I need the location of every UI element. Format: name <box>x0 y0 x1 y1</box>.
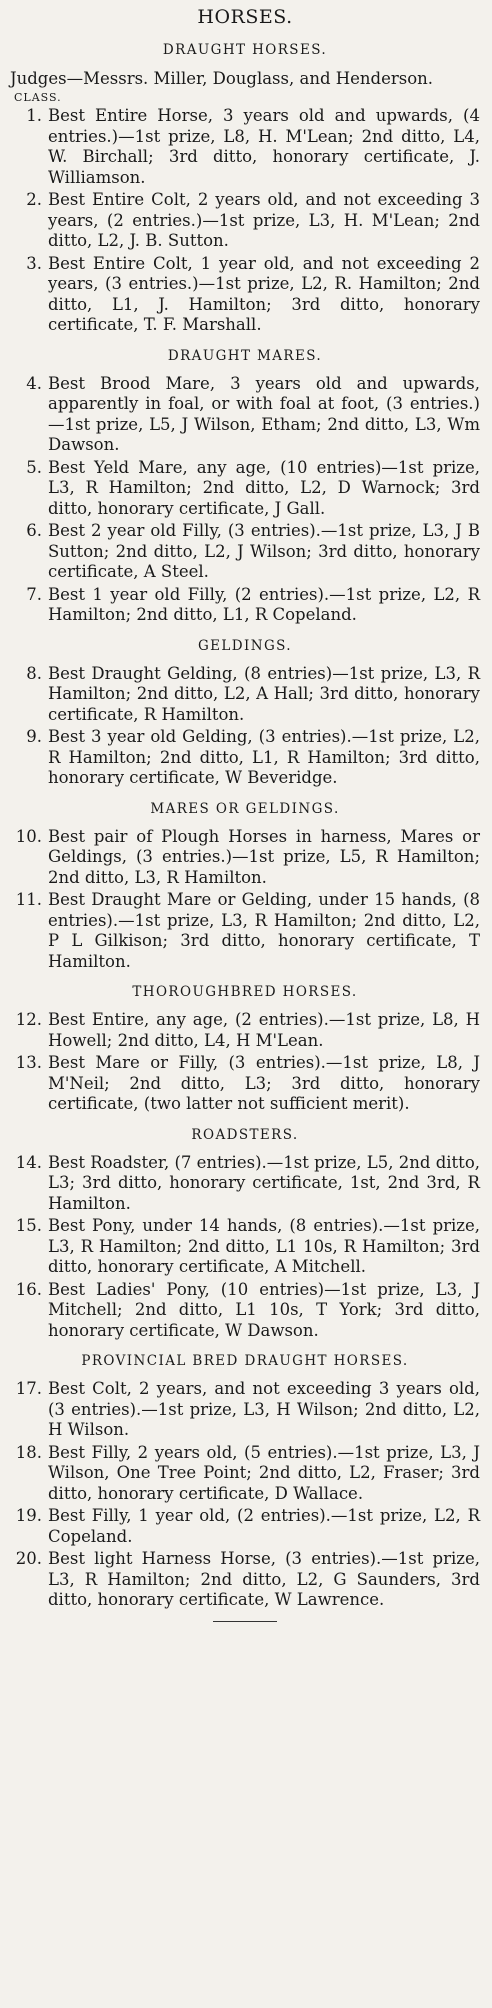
entry-20 <box>10 1549 480 1611</box>
entry-number: 3. <box>26 253 42 273</box>
entry-text: Best Roadster, (7 entries).—1st prize, L5, 2nd ditto, L3; 3rd ditto, honorary certificate, 1st, 2nd 3rd, R Hamilton. <box>48 1152 480 1213</box>
entry-number: 10. <box>15 826 42 846</box>
section-heading-roadsters: ROADSTERS. <box>191 1126 299 1143</box>
entry-number: 8. <box>26 663 42 683</box>
entry-number: 14. <box>15 1152 42 1172</box>
section-heading-geldings: GELDINGS. <box>197 637 292 654</box>
entry-10 <box>10 827 480 889</box>
entry-17 <box>10 1379 480 1441</box>
entry-text: Best Yeld Mare, any age, (10 entries)—1st prize, L3, R Hamilton; 2nd ditto, L2, D Warnock; 3rd ditto, honorary certificate, J Gall. <box>48 457 480 518</box>
entry-7 <box>10 585 480 626</box>
entry-18 <box>10 1443 480 1505</box>
section-heading-draught-mares: DRAUGHT MARES. <box>167 347 323 364</box>
entry-number: 2. <box>26 190 42 209</box>
entry-text: Best pair of Plough Horses in harness, Mares or Geldings, (3 entries.)—1st prize, L5, R Hamilton; 2nd ditto, L3, R Hamilton. <box>48 826 480 887</box>
entry-text: Best 2 year old Filly, (3 entries).—1st prize, L3, J B Sutton; 2nd ditto, L2, J Wilson; 3rd ditto, honorary certificate, A Steel. <box>48 521 480 581</box>
entry-1 <box>10 106 480 188</box>
entry-number: 11. <box>15 890 42 909</box>
entry-number: 12. <box>15 1010 42 1029</box>
entry-8 <box>10 664 480 726</box>
entry-text: Best Draught Mare or Gelding, under 15 hands, (8 entries).—1st prize, L3, R Hamilton; 2nd ditto, L2, P L Gilkison; 3rd ditto, honorary certificate, T Hamilton. <box>48 890 480 971</box>
entry-number: 17. <box>15 1379 42 1398</box>
entry-15 <box>10 1216 480 1278</box>
entry-number: 5. <box>26 457 42 477</box>
entry-16 <box>10 1280 480 1342</box>
entry-text: Best 1 year old Filly, (2 entries).—1st prize, L2, R Hamilton; 2nd ditto, L1, R Copeland. <box>48 584 480 624</box>
section-heading-thoroughbred-horses: THOROUGHBRED HORSES. <box>132 984 358 1000</box>
entry-11 <box>10 890 480 972</box>
entry-text: Best Brood Mare, 3 years old and upwards, apparently in foal, or with foal at foot, (3 entries.)—1st prize, L5, J Wilson, Etham; 2nd ditto, L3, Wm Dawson. <box>48 373 480 454</box>
entry-text: Best Entire Horse, 3 years old and upwards, (4 entries.)—1st prize, L8, H. M'Lean; 2nd ditto, L4, W. Birchall; 3rd ditto, honorary certificate, J. Williamson. <box>48 106 480 187</box>
entry-number: 9. <box>26 727 42 746</box>
judges-line: Judges—Messrs. Miller, Douglass, and Henderson. <box>10 69 434 88</box>
entry-2 <box>10 190 480 252</box>
entry-number: 7. <box>26 584 42 604</box>
entry-3 <box>10 254 480 336</box>
entry-6 <box>10 521 480 583</box>
section-heading-mares-or-geldings: MARES OR GELDINGS. <box>150 800 340 817</box>
entry-text: Best light Harness Horse, (3 entries).—1st prize, L3, R Hamilton; 2nd ditto, L2, G Saunders, 3rd ditto, honorary certificate, W Lawrence. <box>48 1549 480 1609</box>
entry-text: Best Ladies' Pony, (10 entries)—1st prize, L3, J Mitchell; 2nd ditto, L1 10s, T York; 3rd ditto, honorary certificate, W Dawson. <box>48 1279 480 1340</box>
entry-text: Best Colt, 2 years, and not exceeding 3 years old, (3 entries).—1st prize, L3, H Wilson; 2nd ditto, L2, H Wilson. <box>48 1379 480 1439</box>
entry-number: 4. <box>26 373 42 393</box>
entry-text: Best Entire, any age, (2 entries).—1st prize, L8, H Howell; 2nd ditto, L4, H M'Lean. <box>48 1010 480 1050</box>
entry-text: Best Draught Gelding, (8 entries)—1st prize, L3, R Hamilton; 2nd ditto, L2, A Hall; 3rd ditto, honorary certificate, R Hamilton. <box>48 663 480 724</box>
entry-text: Best Filly, 1 year old, (2 entries).—1st prize, L2, R Copeland. <box>48 1506 480 1546</box>
entry-number: 18. <box>15 1442 42 1462</box>
entry-number: 20. <box>15 1549 42 1568</box>
entry-text: Best Entire Colt, 2 years old, and not exceeding 3 years, (2 entries.)—1st prize, L3, H. M'Lean; 2nd ditto, L2, J. B. Sutton. <box>48 190 480 250</box>
page-title: HORSES. <box>197 6 293 28</box>
entry-text: Best Filly, 2 years old, (5 entries).—1st prize, L3, J Wilson, One Tree Point; 2nd ditto, L2, Fraser; 3rd ditto, honorary certificate, D Wallace. <box>48 1442 480 1503</box>
entry-9 <box>10 727 480 789</box>
entry-19 <box>10 1506 480 1547</box>
entry-12 <box>10 1010 480 1051</box>
entry-13 <box>10 1053 480 1115</box>
entry-text: Best Mare or Filly, (3 entries).—1st prize, L8, J M'Neil; 2nd ditto, L3; 3rd ditto, honorary certificate, (two latter not sufficient merit). <box>48 1053 480 1113</box>
entry-text: Best 3 year old Gelding, (3 entries).—1st prize, L2, R Hamilton; 2nd ditto, L1, R Hamilton; 3rd ditto, honorary certificate, W Beveridge. <box>48 727 480 787</box>
entry-5 <box>10 458 480 520</box>
entry-4 <box>10 374 480 456</box>
entry-number: 19. <box>15 1506 42 1525</box>
entry-text: Best Entire Colt, 1 year old, and not exceeding 2 years, (3 entries.)—1st prize, L2, R. Hamilton; 2nd ditto, L1, J. Hamilton; 3rd ditto, honorary certificate, T. F. Marshall. <box>48 253 480 334</box>
entry-number: 13. <box>15 1053 42 1072</box>
section-heading-draught-horses: DRAUGHT HORSES. <box>162 42 328 58</box>
entry-number: 16. <box>15 1279 42 1299</box>
entry-text: Best Pony, under 14 hands, (8 entries).—1st prize, L3, R Hamilton; 2nd ditto, L1 10s, R Hamilton; 3rd ditto, honorary certificate, A Mitchell. <box>48 1216 480 1276</box>
section-heading-provincial-bred-draught-horses: PROVINCIAL BRED DRAUGHT HORSES. <box>81 1353 409 1369</box>
entry-number: 15. <box>15 1216 42 1235</box>
closing-rule <box>213 1621 277 1622</box>
entry-number: 6. <box>26 521 42 540</box>
entry-number: 1. <box>26 106 42 125</box>
entry-14 <box>10 1153 480 1215</box>
class-label: CLASS. <box>14 91 62 104</box>
